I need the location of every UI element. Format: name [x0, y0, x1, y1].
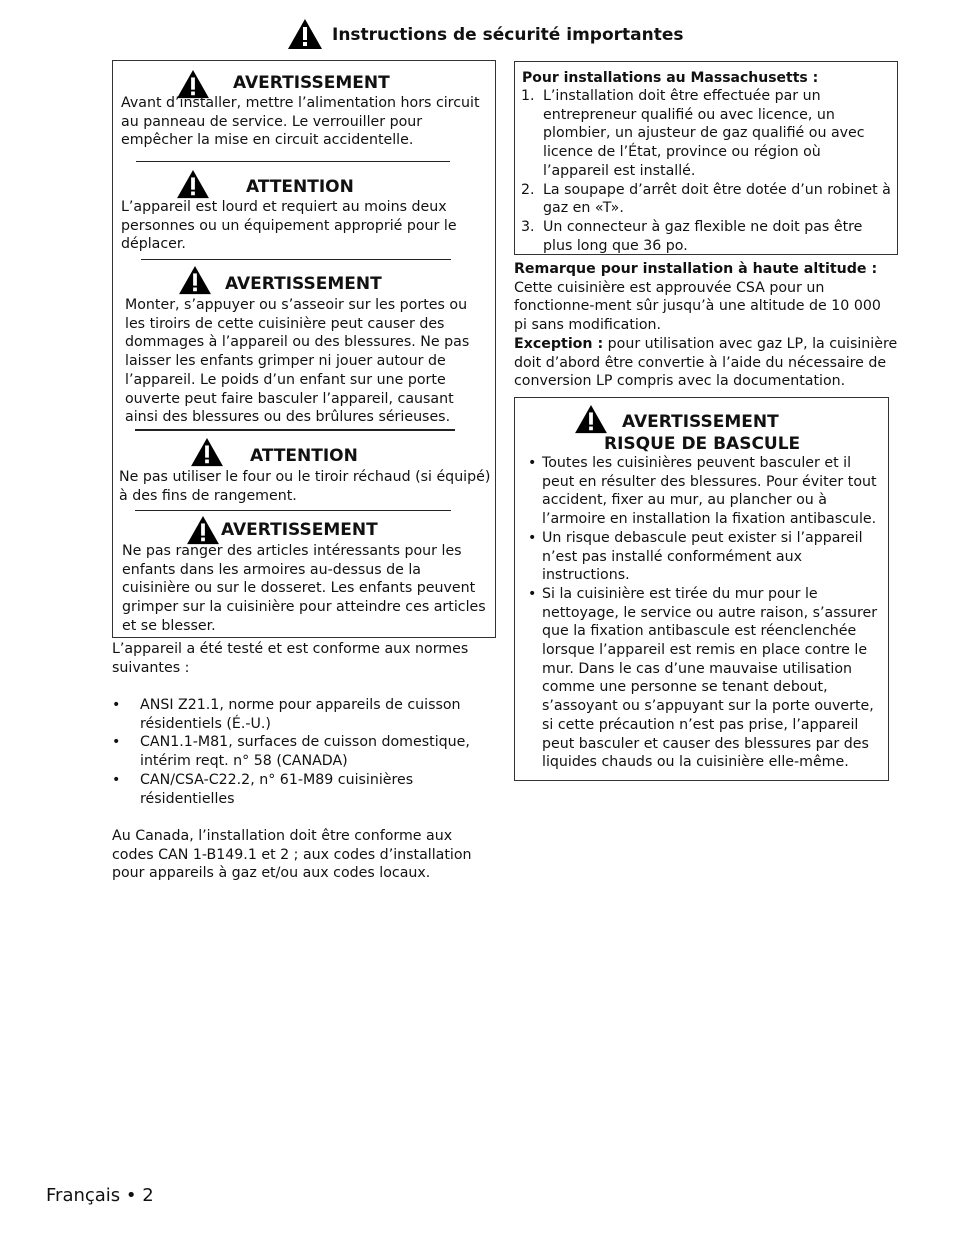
warning-text: Ne pas ranger des articles intéressants pour les enfants dans les armoires au-dessus de la cuisinière ou sur le dosseret. Les enfants peuvent grimper sur la cuisinière pour atteindre ces articles et se blesser.: [122, 543, 486, 634]
warning-triangle-icon: [177, 265, 213, 295]
item-number: 1.: [521, 88, 535, 104]
warning-triangle-icon: [175, 169, 211, 199]
altitude-title: Remarque pour installation à haute altitude :: [514, 261, 878, 277]
page-footer: Français • 2: [46, 1185, 154, 1206]
page-title: [287, 18, 807, 52]
canada-text: Au Canada, l’installation doit être conforme aux codes CAN 1-B149.1 et 2 ; aux codes d’installation pour appareils à gaz et/ou aux codes locaux.: [112, 828, 472, 882]
standard-item: CAN1.1-M81, surfaces de cuisson domestique, intérim reqt. n° 58 (CANADA): [140, 734, 470, 770]
warning-triangle-icon: [573, 404, 609, 434]
tip-over-heading: RISQUE DE BASCULE: [604, 434, 801, 454]
item-text: Un connecteur à gaz flexible ne doit pas être plus long que 36 po.: [543, 218, 863, 254]
massachusetts-list: [521, 87, 891, 255]
tip-over-warning-box: [514, 397, 889, 781]
item-number: 2.: [521, 181, 535, 198]
bullet: •: [528, 529, 537, 546]
massachusetts-title: Pour installations au Massachusetts :: [522, 70, 819, 86]
list-item: [528, 529, 880, 585]
left-warning-box: [112, 60, 496, 638]
tip-item: Un risque debascule peut exister si l’appareil n’est pas installé conformément aux instructions.: [542, 529, 863, 584]
page-title-text: Instructions de sécurité importantes: [332, 25, 684, 45]
bullet: •: [528, 585, 537, 602]
list-item: [521, 218, 891, 255]
standard-item: CAN/CSA-C22.2, n° 61-M89 cuisinières résidentielles: [140, 771, 414, 807]
standard-item: ANSI Z21.1, norme pour appareils de cuisson résidentiels (É.-U.): [140, 697, 461, 732]
warning-triangle-icon: [185, 515, 221, 545]
standards-intro: L’appareil a été testé et est conforme aux normes suivantes :: [112, 641, 469, 676]
warning-heading: AVERTISSEMENT: [221, 520, 378, 540]
list-item: [112, 733, 482, 770]
warning-heading: AVERTISSEMENT: [233, 73, 390, 93]
item-number: 3.: [521, 218, 535, 235]
warning-heading: AVERTISSEMENT: [622, 412, 779, 432]
divider: [135, 510, 451, 511]
tip-item: Toutes les cuisinières peuvent basculer et il peut en résulter des blessures. Pour éviter tout accident, fixer au mur, au plancher ou à l’armoire en installation la fixation antibascule.: [542, 455, 877, 528]
bullet: •: [528, 455, 537, 471]
bullet: •: [112, 771, 121, 788]
divider: [141, 259, 451, 260]
divider: [136, 161, 450, 162]
caution-text: L’appareil est lourd et requiert au moins deux personnes ou un équipement approprié pour le déplacer.: [121, 199, 457, 253]
caution-heading: ATTENTION: [246, 177, 354, 197]
divider: [135, 429, 455, 431]
exception-label: Exception :: [514, 335, 604, 352]
tip-over-list: [528, 454, 880, 772]
altitude-note: [514, 260, 898, 391]
warning-triangle-icon: [189, 437, 225, 467]
warning-text: Monter, s’appuyer ou s’asseoir sur les portes ou les tiroirs de cette cuisinière peut causer des dommages à l’appareil ou des blessures. Ne pas laisser les enfants grimper ni jouer autour de l’appareil. Le poids d’un enfant sur une porte ouverte peut faire basculer l’appareil, causant ainsi des blessures ou des brûlures sérieuses.: [125, 297, 470, 426]
tip-item: Si la cuisinière est tirée du mur pour le nettoyage, le service ou autre raison, s’assurer que la fixation antibascule est réenclenchée lorsque l’appareil est remis en place contre le mur. Dans le cas d’une mauvaise utilisation comme une personne se tenant debout, s’assoyant ou s’appuyant sur la porte ouverte, si cette précaution n’est pas prise, l’appareil peut basculer et causer des blessures par des liquides chauds ou la cuisinière elle-même.: [542, 585, 878, 771]
standards-list: [112, 696, 482, 808]
exception-text: pour utilisation avec gaz LP, la cuisinière doit d’abord être convertie à l’aide du nécessaire de conversion LP compris avec la documentation.: [514, 335, 898, 390]
item-text: L’installation doit être effectuée par un entrepreneur qualifié ou avec licence, un plombier, un ajusteur de gaz qualifié ou avec licence de l’État, province ou région où l’appareil est installé.: [543, 88, 865, 179]
list-item: [112, 696, 482, 733]
bullet: •: [112, 697, 121, 713]
warning-text: Avant d’installer, mettre l’alimentation hors circuit au panneau de service. Le verrouiller pour empêcher la mise en circuit accidentelle.: [121, 95, 480, 149]
bullet: •: [112, 734, 121, 751]
massachusetts-box: [514, 61, 898, 255]
caution-heading: ATTENTION: [250, 446, 358, 466]
list-item: [521, 181, 891, 218]
caution-text: Ne pas utiliser le four ou le tiroir réchaud (si équipé) à des fins de rangement.: [119, 469, 491, 504]
altitude-exception: [514, 335, 898, 391]
list-item: [112, 771, 482, 808]
item-text: La soupape d’arrêt doit être dotée d’un robinet à gaz en «T».: [543, 181, 891, 217]
list-item: [528, 454, 880, 529]
warning-triangle-icon: [287, 18, 323, 50]
list-item: [521, 87, 891, 181]
list-item: [528, 585, 880, 772]
warning-heading: AVERTISSEMENT: [225, 274, 382, 294]
altitude-text: Cette cuisinière est approuvée CSA pour un fonctionne-ment sûr jusqu’à une altitude de 10 000 pi sans modification.: [514, 279, 881, 334]
